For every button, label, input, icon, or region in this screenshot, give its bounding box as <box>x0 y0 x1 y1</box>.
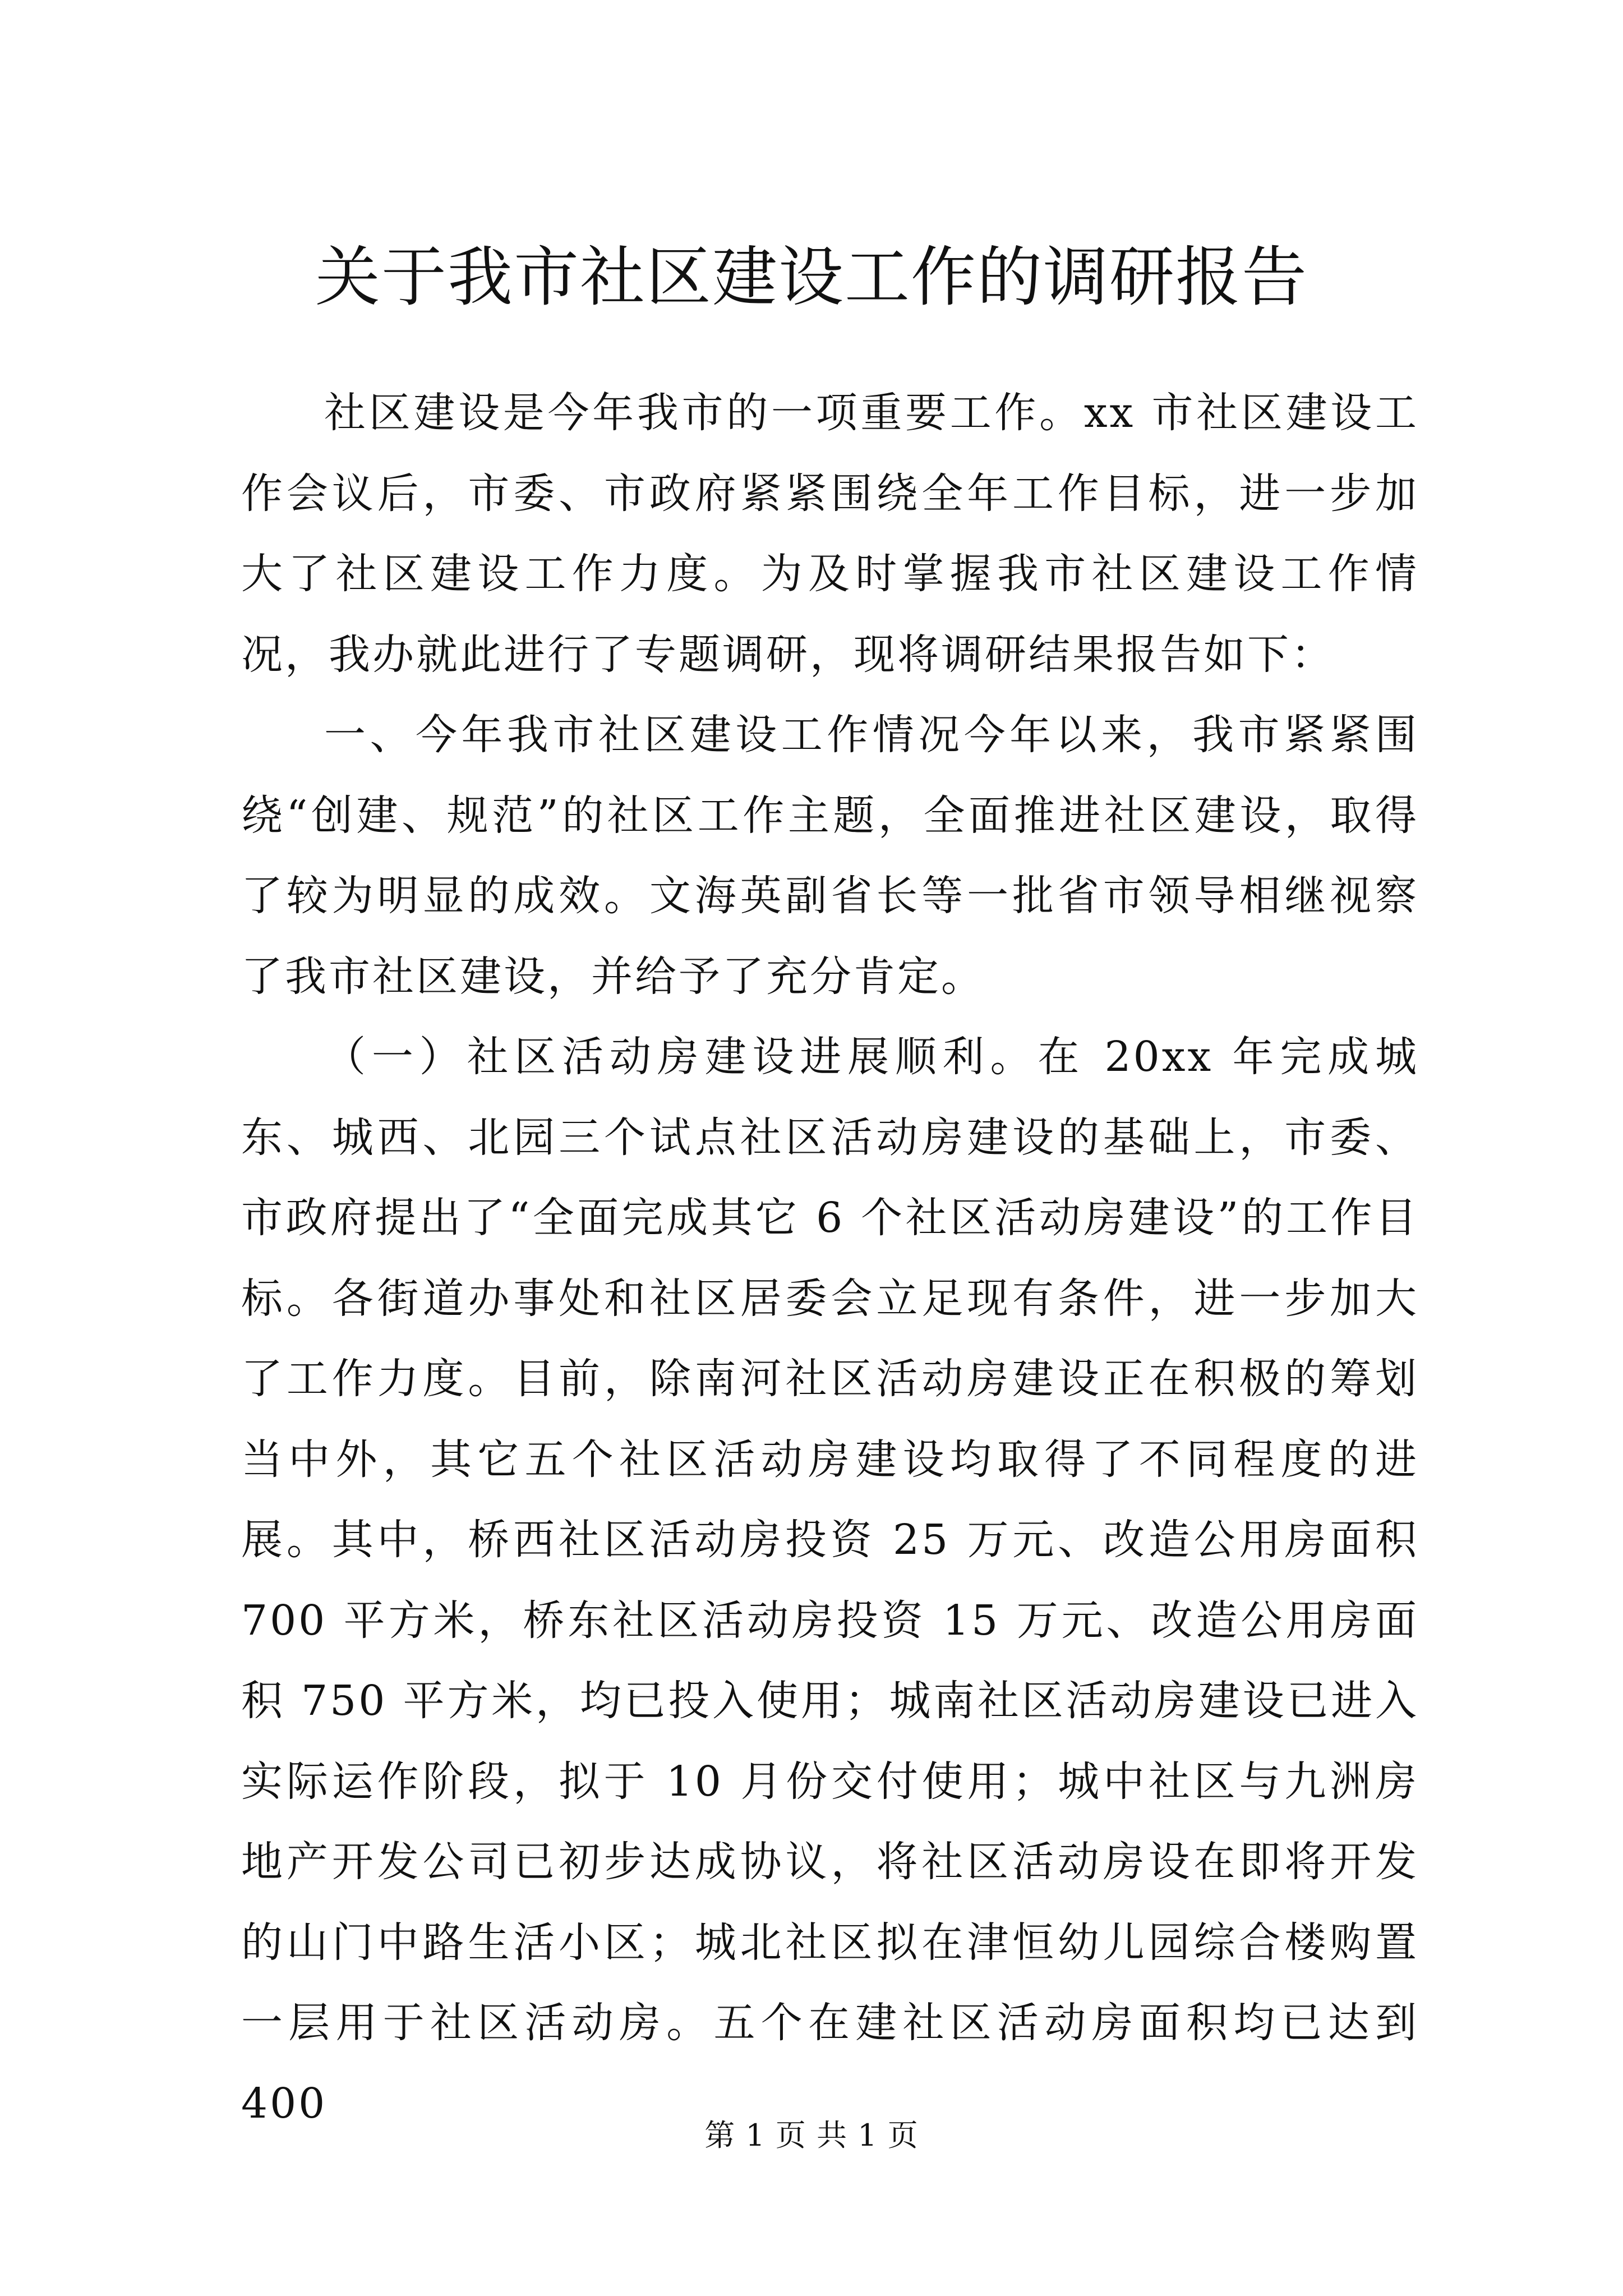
document-body <box>241 373 1419 2144</box>
paragraph-section-one: 一、今年我市社区建设工作情况今年以来，我市紧紧围绕“创建、规范”的社区工作主题，全面推进社区建设，取得了较为明显的成效。文海英副省长等一批省市领导相继视察了我市社区建设，并给予了充分肯定。 <box>241 711 1419 1001</box>
paragraph-subsection-one: （一）社区活动房建设进展顺利。在 20xx 年完成城东、城西、北园三个试点社区活动房建设的基础上，市委、市政府提出了“全面完成其它 6 个社区活动房建设”的工作目标。各街道办事处和社区居委会立足现有条件，进一步加大了工作力度。目前，除南河社区活动房建设正在积极的筹划当中外，其它五个社区活动房建设均取得了不同程度的进展。其中，桥西社区活动房投资 25 万元、改造公用房面积 700 平方米，桥东社区活动房投资 15 万元、改造公用房面积 750 平方米，均已投入使用；城南社区活动房建设已进入实际运作阶段，拟于 10 月份交付使用；城中社区与九洲房地产开发公司已初步达成协议，将社区活动房设在即将开发的山门中路生活小区；城北社区拟在津恒幼儿园综合楼购置一层用于社区活动房。五个在建社区活动房面积均已达到 400 <box>241 1033 1419 2128</box>
page-number-footer: 第 1 页 共 1 页 <box>704 2118 919 2153</box>
paragraph-intro: 社区建设是今年我市的一项重要工作。xx 市社区建设工作会议后，市委、市政府紧紧围绕全年工作目标，进一步加大了社区建设工作力度。为及时掌握我市社区建设工作情况，我办就此进行了专题调研，现将调研结果报告如下： <box>241 389 1419 679</box>
page-title: 关于我市社区建设工作的调研报告 <box>315 240 1308 315</box>
